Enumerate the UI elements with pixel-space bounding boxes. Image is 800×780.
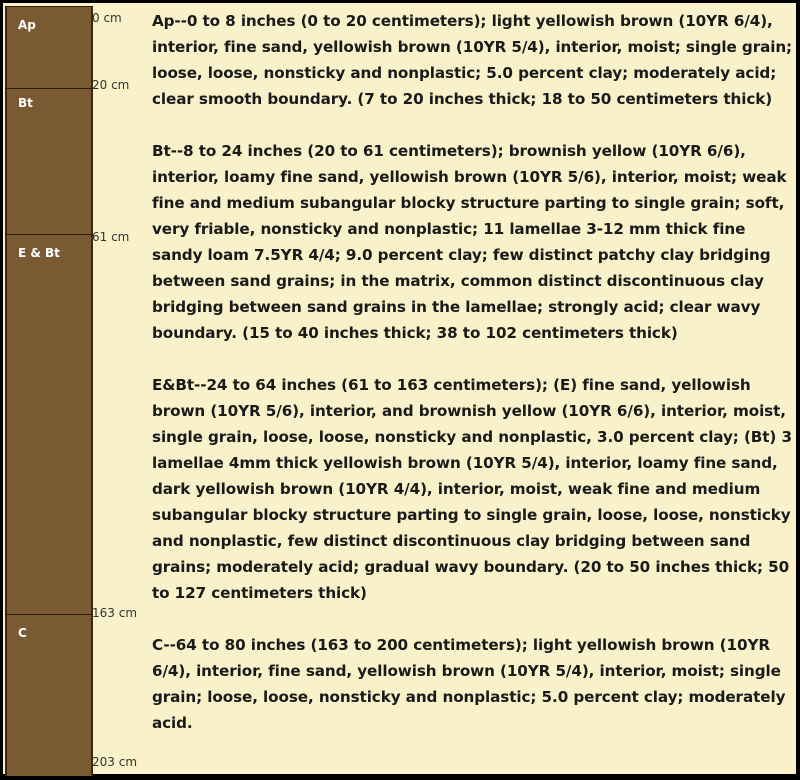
depth-label-163cm: 163 cm: [92, 606, 138, 620]
horizon-label-e-bt: E & Bt: [18, 246, 60, 260]
horizon-label-c: C: [18, 626, 27, 640]
depth-label-61cm: 61 cm: [92, 230, 130, 244]
soil-profile-column: [5, 6, 93, 776]
horizon-boundary-ebt-c: [5, 614, 93, 615]
horizon-boundary-top: [5, 6, 93, 7]
horizon-label-bt: Bt: [18, 96, 33, 110]
horizon-boundary-bt-ebt: [5, 234, 93, 235]
description-e-bt: E&Bt--24 to 64 inches (61 to 163 centimeters); (E) fine sand, yellowish brown (10YR 5/6), interior, and brownish yellow (10YR 6/6), interior, moist, single grain, loose, loose, nonsticky and nonplastic, 3.0 percent clay; (Bt) 3 lamellae 4mm thick yellowish brown (10YR 5/4), interior, loamy fine sand, dark yellowish brown (10YR 4/4), interior, moist, weak fine and medium subangular blocky structure parting to single grain, loose, loose, nonsticky and nonplastic, few distinct discontinuous clay bridging between sand grains; moderately acid; gradual wavy boundary. (20 to 50 inches thick; 50 to 127 centimeters thick): [152, 376, 792, 602]
depth-label-20cm: 20 cm: [92, 78, 130, 92]
horizon-descriptions: [152, 8, 794, 736]
depth-label-0cm: 0 cm: [92, 11, 122, 25]
depth-label-203cm: 203 cm: [92, 755, 138, 769]
description-bt: Bt--8 to 24 inches (20 to 61 centimeters); brownish yellow (10YR 6/6), interior, loamy fine sand, yellowish brown (10YR 5/6), interior, moist; weak fine and medium subangular blocky structure parting to single grain; soft, very friable, nonsticky and nonplastic; 11 lamellae 3-12 mm thick fine sandy loam 7.5YR 4/4; 9.0 percent clay; few distinct patchy clay bridging between sand grains; in the matrix, common distinct discontinuous clay bridging between sand grains in the lamellae; strongly acid; clear wavy boundary. (15 to 40 inches thick; 38 to 102 centimeters thick): [152, 142, 787, 342]
description-c: C--64 to 80 inches (163 to 200 centimeters); light yellowish brown (10YR 6/4), interior, fine sand, yellowish brown (10YR 5/4), interior, moist; single grain; loose, loose, nonsticky and nonplastic; 5.0 percent clay; moderately acid.: [152, 636, 786, 732]
description-ap: Ap--0 to 8 inches (0 to 20 centimeters); light yellowish brown (10YR 6/4), interior, fine sand, yellowish brown (10YR 5/4), interior, moist; single grain; loose, loose, nonsticky and nonplastic; 5.0 percent clay; moderately acid; clear smooth boundary. (7 to 20 inches thick; 18 to 50 centimeters thick): [152, 12, 793, 108]
horizon-label-ap: Ap: [18, 18, 36, 32]
horizon-boundary-ap-bt: [5, 88, 93, 89]
